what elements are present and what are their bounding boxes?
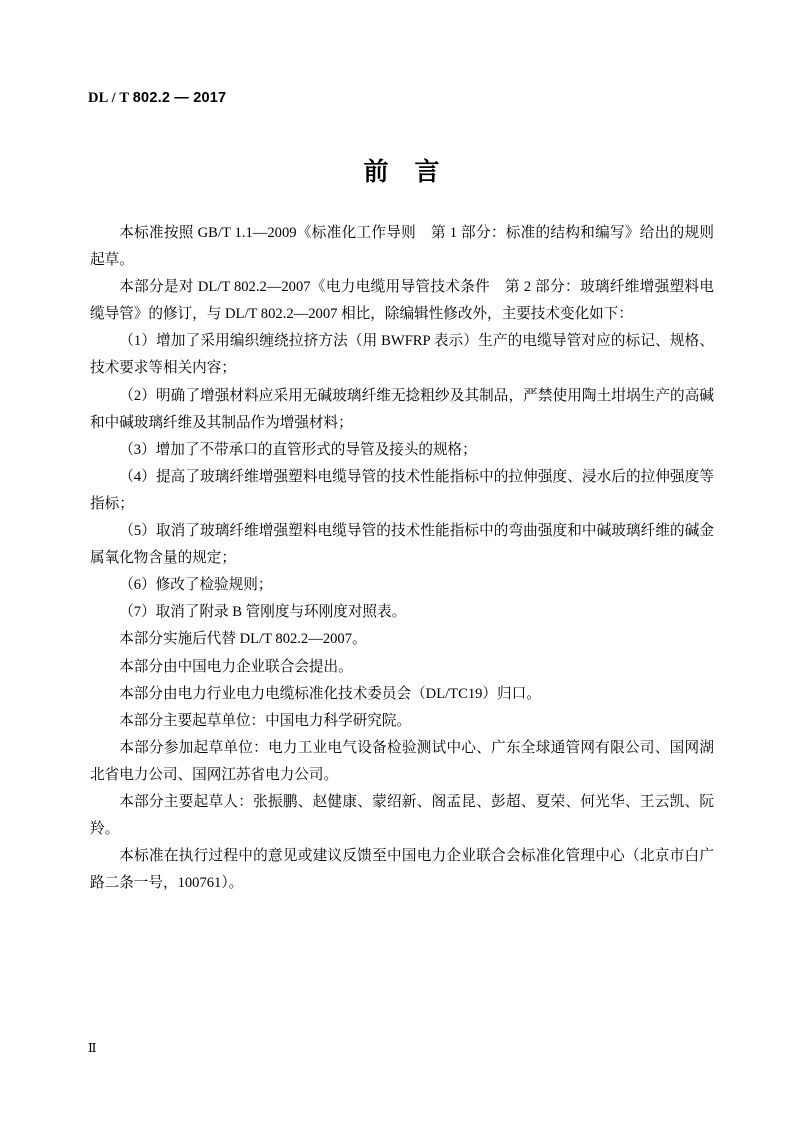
running-header-standard-number: 802.2 — 2017 — [132, 90, 227, 106]
paragraph-participating-orgs: 本部分参加起草单位：电力工业电气设备检验测试中心、广东全球通管网有限公司、国网湖北省电力公司、国网江苏省电力公司。 — [90, 739, 714, 783]
paragraph-change-2: （2）明确了增强材料应采用无碱玻璃纤维无捻粗纱及其制品，严禁使用陶土坩埚生产的高碱和中碱玻璃纤维及其制品作为增强材料； — [90, 387, 714, 431]
paragraph-main-drafters: 本部分主要起草人：张振鹏、赵健康、蒙绍新、阁孟昆、彭超、夏荣、何光华、王云凯、阮羚。 — [90, 793, 714, 838]
page-number: Ⅱ — [88, 1041, 97, 1055]
paragraph-supersede: 本部分实施后代替 DL/T 802.2—2007。 — [119, 631, 367, 648]
page-title: 前言 — [363, 157, 466, 186]
paragraph-change-1: （1）增加了采用编织缠绕拉挤方法（用 BWFRP 表示）生产的电缆导管对应的标记、规格、技术要求等相关内容； — [90, 333, 714, 377]
paragraph-scope-basis: 本标准按照 GB/T 1.1—2009《标准化工作导则 第 1 部分：标准的结构和编写》给出的规则起草。 — [90, 225, 714, 269]
foreword-body — [90, 220, 714, 897]
running-header — [88, 90, 226, 107]
paragraph-main-drafting-org: 本部分主要起草单位：中国电力科学研究院。 — [119, 712, 412, 729]
paragraph-proposed-by: 本部分由中国电力企业联合会提出。 — [119, 658, 353, 675]
paragraph-change-7: （7）取消了附录 B 管刚度与环刚度对照表。 — [119, 604, 407, 621]
paragraph-feedback: 本标准在执行过程中的意见或建议反馈至中国电力企业联合会标准化管理中心（北京市白广路二条一号，100761）。 — [90, 848, 714, 892]
paragraph-revision-intro: 本部分是对 DL/T 802.2—2007《电力电缆用导管技术条件 第 2 部分：玻璃纤维增强塑料电缆导管》的修订，与 DL/T 802.2—2007 相比，除编辑性修改外，主要技术变化如下： — [90, 279, 714, 323]
paragraph-change-5: （5）取消了玻璃纤维增强塑料电缆导管的技术性能指标中的弯曲强度和中碱玻璃纤维的碱金属氧化物含量的规定； — [90, 523, 714, 567]
paragraph-administered-by: 本部分由电力行业电力电缆标准化技术委员会（DL/TC19）归口。 — [119, 685, 541, 702]
paragraph-change-6: （6）修改了检验规则； — [119, 577, 273, 594]
paragraph-change-4: （4）提高了玻璃纤维增强塑料电缆导管的技术性能指标中的拉伸强度、浸水后的拉伸强度等指标； — [90, 468, 714, 512]
paragraph-change-3: （3）增加了不带承口的直管形式的导管及接头的规格； — [119, 441, 477, 458]
running-header-standard-prefix: DL / T — [88, 90, 133, 106]
